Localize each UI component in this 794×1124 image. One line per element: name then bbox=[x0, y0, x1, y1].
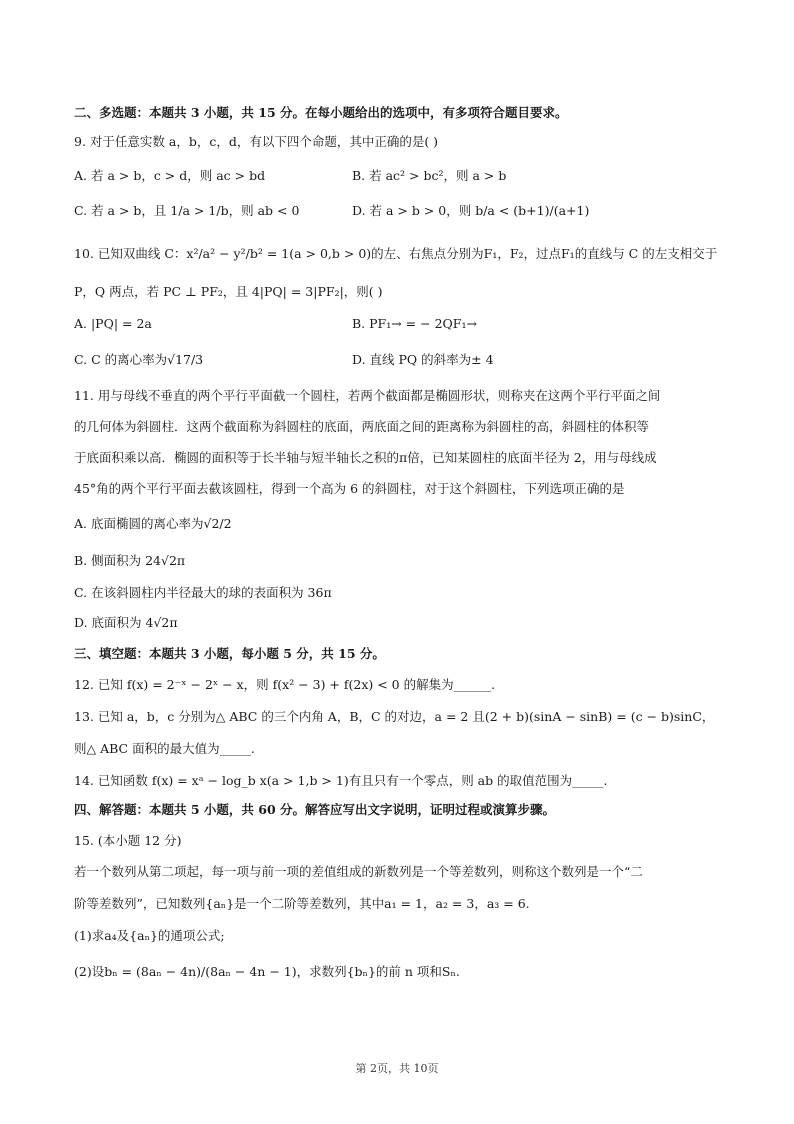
section3-heading: 三、填空题：本题共 3 小题，每小题 5 分，共 15 分。 bbox=[74, 646, 385, 661]
q10-stem-line1: 10. 已知双曲线 C：x²/a² − y²/b² = 1(a > 0,b > 0)的左、右焦点分别为F₁，F₂，过点F₁的直线与 C 的左支相交于 bbox=[74, 246, 718, 261]
q11-option-b: B. 侧面积为 24√2π bbox=[74, 553, 186, 568]
q11-option-d: D. 底面积为 4√2π bbox=[74, 615, 178, 630]
q9-stem: 9. 对于任意实数 a，b，c，d，有以下四个命题，其中正确的是( ) bbox=[74, 134, 439, 149]
q9-option-d: D. 若 a > b > 0，则 b/a < (b+1)/(a+1) bbox=[352, 203, 590, 218]
q12: 12. 已知 f(x) = 2⁻ˣ − 2ˣ − x，则 f(x² − 3) + f(2x) < 0 的解集为______. bbox=[74, 677, 496, 692]
q15-header: 15. (本小题 12 分) bbox=[74, 833, 182, 848]
q9-option-c: C. 若 a > b，且 1/a > 1/b，则 ab < 0 bbox=[74, 203, 300, 218]
q10-option-d: D. 直线 PQ 的斜率为± 4 bbox=[352, 352, 494, 367]
q10-stem-line2: P，Q 两点，若 PC ⊥ PF₂，且 4|PQ| = 3|PF₂|，则( ) bbox=[74, 284, 383, 299]
q11-stem-line3: 于底面积乘以高．椭圆的面积等于长半轴与短半轴长之积的π倍，已知某圆柱的底面半径为 2，用与母线成 bbox=[74, 450, 657, 465]
q14: 14. 已知函数 f(x) = xᵃ − log_b x(a > 1,b > 1)有且只有一个零点，则 ab 的取值范围为_____. bbox=[74, 773, 608, 788]
q11-stem-line2: 的几何体为斜圆柱．这两个截面称为斜圆柱的底面，两底面之间的距离称为斜圆柱的高，斜圆柱的体积等 bbox=[74, 419, 650, 434]
q11-stem-line4: 45°角的两个平行平面去截该圆柱，得到一个高为 6 的斜圆柱，对于这个斜圆柱，下列选项正确的是 bbox=[74, 481, 625, 496]
q10-option-a: A. |PQ| = 2a bbox=[74, 316, 152, 331]
q13-line2: 则△ ABC 面积的最大值为_____. bbox=[74, 741, 255, 756]
q9-option-a: A. 若 a > b，c > d，则 ac > bd bbox=[74, 168, 266, 183]
q15-body-line1: 若一个数列从第二项起，每一项与前一项的差值组成的新数列是一个等差数列，则称这个数列是一个“二 bbox=[74, 864, 643, 879]
section2-heading: 二、多选题：本题共 3 小题，共 15 分。在每小题给出的选项中，有多项符合题目要求。 bbox=[74, 105, 568, 120]
q15-part2: (2)设bₙ = (8aₙ − 4n)/(8aₙ − 4n − 1)，求数列{bₙ}的前 n 项和Sₙ. bbox=[74, 964, 460, 979]
q10-option-c: C. C 的离心率为√17/3 bbox=[74, 352, 204, 367]
q10-option-b: B. PF₁→ = − 2QF₁→ bbox=[352, 316, 477, 331]
page-footer: 第 2页，共 10页 bbox=[355, 1062, 439, 1075]
q13-line1: 13. 已知 a，b，c 分别为△ ABC 的三个内角 A，B，C 的对边，a = 2 且(2 + b)(sinA − sinB) = (c − b)sinC， bbox=[74, 709, 715, 724]
q15-part1: (1)求a₄及{aₙ}的通项公式; bbox=[74, 928, 225, 943]
q11-option-c: C. 在该斜圆柱内半径最大的球的表面积为 36π bbox=[74, 585, 332, 600]
section4-heading: 四、解答题：本题共 5 小题，共 60 分。解答应写出文字说明，证明过程或演算步骤。 bbox=[74, 802, 556, 817]
q11-stem-line1: 11. 用与母线不垂直的两个平行平面截一个圆柱，若两个截面都是椭圆形状，则称夹在这两个平行平面之间 bbox=[74, 388, 661, 403]
q11-option-a: A. 底面椭圆的离心率为√2/2 bbox=[74, 516, 232, 531]
q9-option-b: B. 若 ac² > bc²，则 a > b bbox=[352, 168, 507, 183]
q15-body-line2: 阶等差数列”，已知数列{aₙ}是一个二阶等差数列，其中a₁ = 1，a₂ = 3，a₃ = 6. bbox=[74, 896, 530, 911]
